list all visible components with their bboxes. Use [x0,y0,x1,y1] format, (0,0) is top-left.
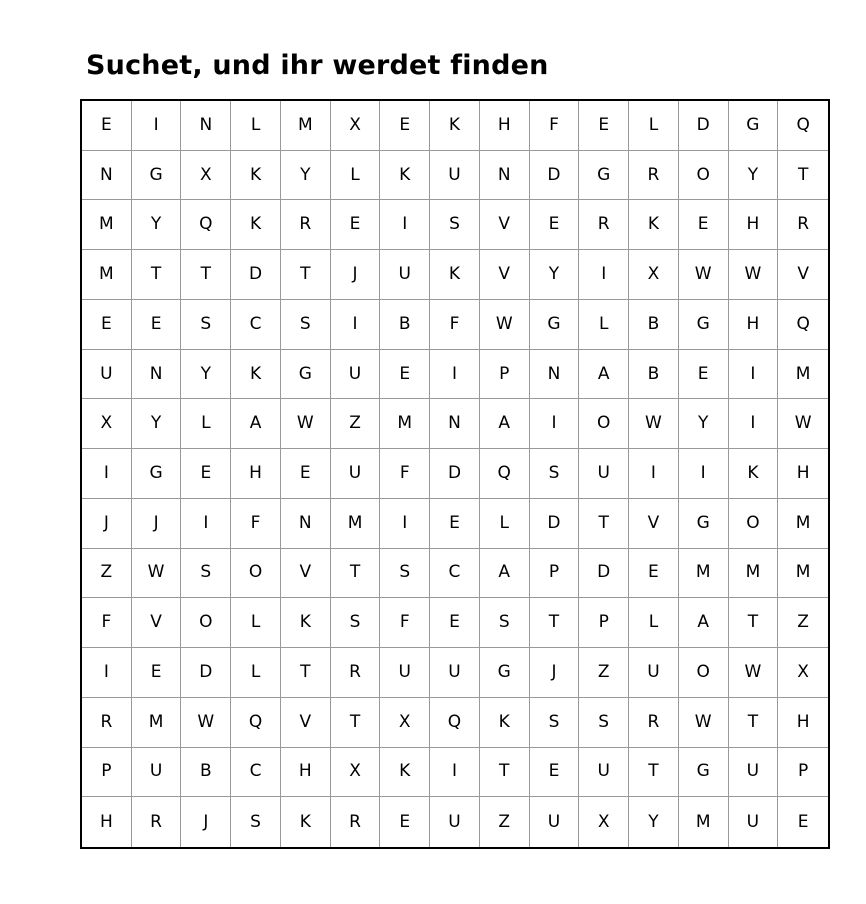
grid-cell: M [729,549,779,599]
grid-cell: E [82,101,132,151]
grid-cell: N [480,151,530,201]
grid-cell: U [430,797,480,847]
grid-cell: A [480,549,530,599]
grid-cell: U [82,350,132,400]
grid-cell: V [281,549,331,599]
grid-cell: E [430,499,480,549]
grid-cell: W [181,698,231,748]
grid-cell: Z [331,399,381,449]
grid-cell: M [281,101,331,151]
grid-cell: V [480,250,530,300]
grid-cell: L [480,499,530,549]
grid-cell: X [331,101,381,151]
grid-cell: S [331,598,381,648]
grid-cell: I [430,350,480,400]
grid-cell: L [579,300,629,350]
grid-cell: K [480,698,530,748]
grid-cell: P [579,598,629,648]
grid-cell: L [231,648,281,698]
grid-cell: S [281,300,331,350]
grid-cell: E [579,101,629,151]
grid-cell: R [132,797,182,847]
grid-cell: L [181,399,231,449]
grid-cell: G [132,449,182,499]
grid-cell: P [82,748,132,798]
grid-cell: W [778,399,828,449]
grid-cell: I [181,499,231,549]
grid-cell: B [380,300,430,350]
grid-cell: U [530,797,580,847]
grid-cell: H [778,698,828,748]
grid-cell: S [231,797,281,847]
grid-cell: R [629,698,679,748]
grid-cell: T [729,698,779,748]
grid-cell: F [82,598,132,648]
grid-cell: J [132,499,182,549]
grid-cell: D [430,449,480,499]
grid-cell: R [778,200,828,250]
grid-cell: U [380,648,430,698]
grid-cell: O [679,151,729,201]
grid-cell: Y [132,399,182,449]
grid-cell: E [82,300,132,350]
grid-cell: I [629,449,679,499]
grid-cell: M [331,499,381,549]
grid-cell: K [281,797,331,847]
grid-cell: U [579,449,629,499]
grid-cell: E [679,200,729,250]
grid-cell: W [679,698,729,748]
grid-cell: E [629,549,679,599]
grid-cell: W [729,250,779,300]
grid-cell: I [132,101,182,151]
grid-cell: J [181,797,231,847]
grid-cell: S [530,698,580,748]
grid-cell: G [679,499,729,549]
grid-cell: U [380,250,430,300]
grid-cell: U [729,748,779,798]
grid-cell: R [331,648,381,698]
grid-cell: T [480,748,530,798]
grid-cell: Q [430,698,480,748]
grid-cell: U [729,797,779,847]
grid-cell: H [281,748,331,798]
grid-cell: M [778,350,828,400]
grid-cell: E [181,449,231,499]
grid-cell: T [281,250,331,300]
grid-cell: T [181,250,231,300]
word-search-grid [80,99,830,849]
grid-cell: V [281,698,331,748]
grid-cell: Q [181,200,231,250]
grid-cell: E [380,797,430,847]
grid-cell: K [231,151,281,201]
grid-cell: F [380,449,430,499]
grid-cell: R [82,698,132,748]
grid-cell: W [480,300,530,350]
grid-cell: J [530,648,580,698]
grid-cell: I [729,399,779,449]
grid-cell: N [530,350,580,400]
grid-cell: E [132,648,182,698]
grid-cell: O [181,598,231,648]
grid-cell: D [181,648,231,698]
grid-cell: E [530,200,580,250]
grid-cell: G [530,300,580,350]
grid-cell: H [231,449,281,499]
grid-cell: E [530,748,580,798]
grid-cell: E [679,350,729,400]
grid-cell: U [430,151,480,201]
grid-cell: W [281,399,331,449]
grid-cell: T [530,598,580,648]
grid-cell: S [430,200,480,250]
grid-cell: L [331,151,381,201]
grid-cell: U [430,648,480,698]
grid-cell: I [729,350,779,400]
grid-cell: K [231,350,281,400]
grid-cell: Z [778,598,828,648]
grid-cell: W [729,648,779,698]
grid-cell: I [380,499,430,549]
grid-cell: I [380,200,430,250]
grid-cell: F [231,499,281,549]
grid-cell: O [679,648,729,698]
grid-cell: K [380,151,430,201]
grid-cell: I [82,449,132,499]
grid-cell: X [778,648,828,698]
page-title: Suchet, und ihr werdet finden [86,50,549,81]
grid-cell: Q [778,101,828,151]
grid-cell: A [480,399,530,449]
grid-cell: T [281,648,331,698]
grid-cell: M [132,698,182,748]
grid-cell: A [231,399,281,449]
grid-cell: I [579,250,629,300]
grid-cell: X [380,698,430,748]
grid-cell: L [629,598,679,648]
grid-cell: U [579,748,629,798]
grid-cell: X [82,399,132,449]
grid-cell: U [629,648,679,698]
grid-cell: K [231,200,281,250]
grid-cell: A [679,598,729,648]
grid-cell: V [778,250,828,300]
grid-cell: X [629,250,679,300]
grid-cell: E [331,200,381,250]
grid-cell: C [231,300,281,350]
grid-cell: X [181,151,231,201]
grid-cell: J [82,499,132,549]
grid-cell: Z [480,797,530,847]
grid-cell: K [729,449,779,499]
grid-cell: K [380,748,430,798]
grid-cell: T [778,151,828,201]
grid-cell: G [679,300,729,350]
grid-cell: W [132,549,182,599]
grid-cell: S [530,449,580,499]
grid-cell: Y [729,151,779,201]
grid-cell: N [82,151,132,201]
grid-cell: N [281,499,331,549]
grid-cell: T [132,250,182,300]
grid-cell: H [729,200,779,250]
grid-cell: M [778,549,828,599]
grid-cell: E [380,350,430,400]
grid-cell: B [629,350,679,400]
grid-cell: I [82,648,132,698]
grid-cell: S [579,698,629,748]
grid-cell: Q [231,698,281,748]
grid-cell: Y [679,399,729,449]
grid-cell: B [181,748,231,798]
grid-cell: R [579,200,629,250]
grid-cell: E [430,598,480,648]
grid-cell: I [530,399,580,449]
grid-cell: U [331,449,381,499]
grid-cell: V [480,200,530,250]
grid-cell: S [480,598,530,648]
grid-cell: U [331,350,381,400]
grid-cell: G [579,151,629,201]
grid-cell: M [82,200,132,250]
grid-cell: K [430,101,480,151]
grid-cell: T [629,748,679,798]
grid-cell: Y [530,250,580,300]
grid-cell: T [729,598,779,648]
grid-cell: T [579,499,629,549]
grid-cell: G [480,648,530,698]
grid-cell: U [132,748,182,798]
grid-cell: G [679,748,729,798]
grid-cell: G [132,151,182,201]
grid-cell: M [679,797,729,847]
grid-cell: N [132,350,182,400]
grid-cell: H [82,797,132,847]
grid-cell: P [480,350,530,400]
grid-cell: B [629,300,679,350]
grid-cell: C [231,748,281,798]
grid-cell: I [430,748,480,798]
grid-cell: E [797,811,809,832]
grid-cell: K [281,598,331,648]
grid-cell: X [331,748,381,798]
grid-cell: H [480,101,530,151]
grid-cell: H [729,300,779,350]
grid-cell: S [181,549,231,599]
grid-cell: Y [629,797,679,847]
grid-cell: L [231,101,281,151]
grid-cell: X [579,797,629,847]
grid-cell: K [430,250,480,300]
grid-cell: F [380,598,430,648]
grid-cell: N [430,399,480,449]
grid-cell: Y [181,350,231,400]
grid-cell: D [579,549,629,599]
grid-cell: P [778,748,828,798]
grid-cell: R [331,797,381,847]
grid-cell: M [82,250,132,300]
grid-cell: M [679,549,729,599]
grid-cell: D [530,499,580,549]
grid-cell: Z [82,549,132,599]
grid-cell: D [530,151,580,201]
grid-cell: D [231,250,281,300]
grid-cell: V [629,499,679,549]
grid-cell: Z [579,648,629,698]
grid-cell: L [629,101,679,151]
grid-cell: S [181,300,231,350]
grid-cell: S [380,549,430,599]
grid-cell: E [380,101,430,151]
grid-cell: O [231,549,281,599]
grid-cell: Y [281,151,331,201]
grid-cell: K [629,200,679,250]
grid-cell: M [380,399,430,449]
grid-cell: F [530,101,580,151]
grid-cell: L [231,598,281,648]
grid-cell: R [281,200,331,250]
grid-cell: T [331,698,381,748]
grid-cell: F [430,300,480,350]
grid-cell: E [281,449,331,499]
grid-cell: A [579,350,629,400]
grid-cell: G [729,101,779,151]
grid-cell: C [430,549,480,599]
grid-cell: O [729,499,779,549]
grid-cell: T [331,549,381,599]
grid-cell: D [679,101,729,151]
grid-cell: W [679,250,729,300]
grid-cell: N [181,101,231,151]
grid-cell: O [579,399,629,449]
grid-cell: Q [480,449,530,499]
grid-cell: I [331,300,381,350]
grid-cell: R [629,151,679,201]
grid-cell: Q [778,300,828,350]
grid-cell: M [778,499,828,549]
grid-cell: Y [132,200,182,250]
grid-cell: H [778,449,828,499]
grid-cell: I [679,449,729,499]
grid-cell: J [331,250,381,300]
grid-cell: G [281,350,331,400]
grid-cell: E [132,300,182,350]
grid-cell: W [629,399,679,449]
grid-cell: P [530,549,580,599]
grid-cell: V [132,598,182,648]
